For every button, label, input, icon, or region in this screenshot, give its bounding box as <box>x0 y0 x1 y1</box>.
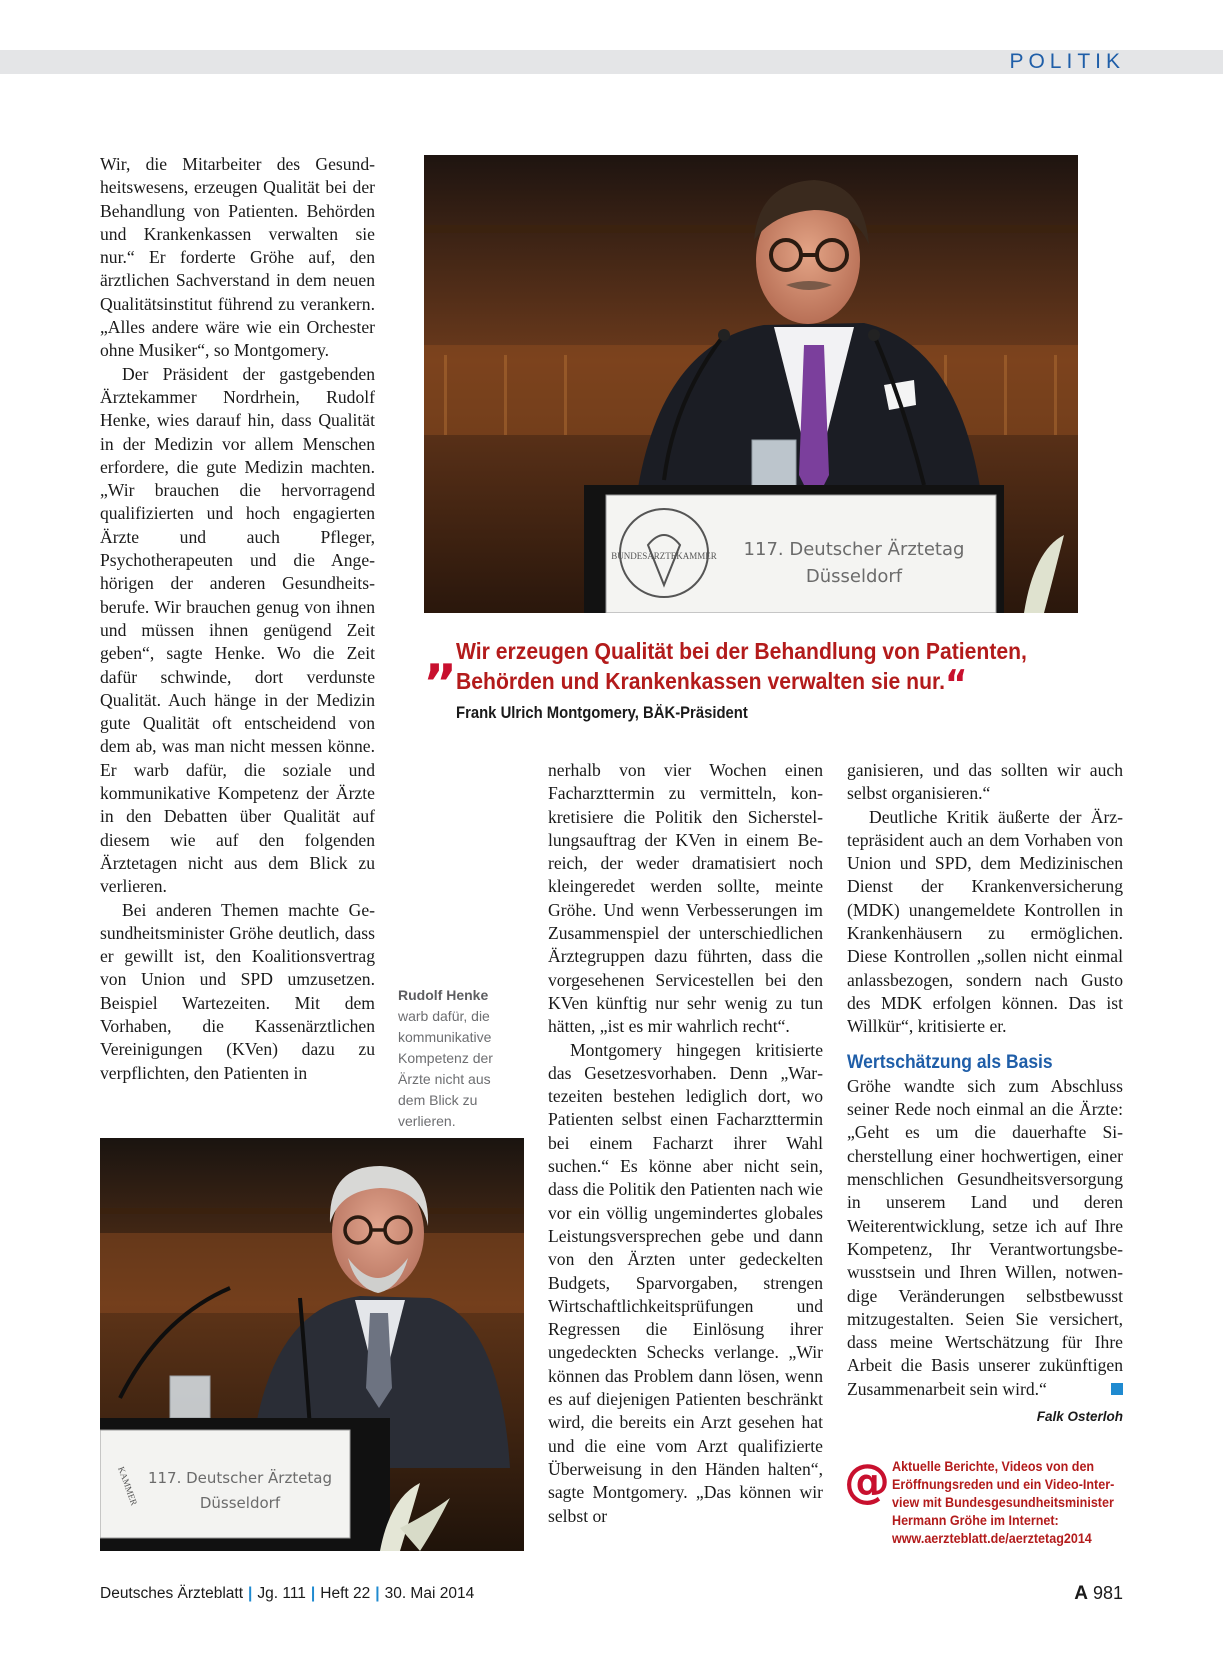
web-info-text: Aktuelle Berichte, Videos von den Eröffnungsreden und ein Video-Interview mit Bundesgesundheitsminister Hermann Gröhe im Internet: www.aerzteblatt.de/aerztetag2014 <box>892 1459 1115 1546</box>
page-prefix: A <box>1074 1583 1088 1604</box>
pull-quote-text <box>456 636 1086 706</box>
lectern-seal-text: KAMMER <box>116 1465 140 1507</box>
lectern-line-2: Düsseldorf <box>199 1494 281 1512</box>
caption-name: Rudolf Henke <box>398 987 489 1003</box>
paragraph <box>847 1075 1123 1401</box>
section-label: POLITIK <box>1009 50 1125 73</box>
pull-quote-author: Frank Ulrich Montgomery, BÄK-Präsident <box>456 704 748 722</box>
paragraph: ganisieren, und das sollten wir auch selbst organisieren.“ <box>847 760 1123 804</box>
journal-issue: Heft 22 <box>320 1585 371 1602</box>
photo-caption <box>398 985 516 1132</box>
at-icon: @ <box>844 1454 890 1508</box>
journal-name: Deutsches Ärzteblatt <box>100 1585 244 1602</box>
caption-text: warb dafür, die kommunikative Kompetenz der Ärzte nicht aus dem Blick zu verlieren. <box>398 1008 493 1129</box>
paragraph: nerhalb von vier Wochen einen Facharzttermin zu vermitteln, konkretisiere die Politik den Sicherstellungsauftrag der KVen in einem Bereich, der weder dramatisiert noch kleingeredet werden sollte, meinte Gröhe. Und wenn Verbesserungen im Zusammenspiel der unterschiedlichen Ärztegruppen dazu führten, dass die vorgesehenen Servicestellen bei den KVen künftig nur sehr wenig zu tun hätten, „ist es mir wahrlich recht“. <box>548 760 823 1037</box>
paragraph: Wir, die Mitarbeiter des Gesundheitswesens, erzeugen Qualität bei der Behandlung von Patienten. Behörden und Krankenkassen verwalten sie nur.“ Er forderte Gröhe auf, den ärztlichen Sachverstand in dem neuen Qualitätsinstitut führend zu verankern. „Alles andere wäre wie ein Orchester ohne Musiker“, so Montgomery. <box>100 154 375 361</box>
text-column-1 <box>100 153 375 1085</box>
lectern-seal-text: BUNDESÄRZTEKAMMER <box>611 551 717 561</box>
lectern-line-1: 117. Deutscher Ärztetag <box>743 539 965 560</box>
paragraph: Deutliche Kritik äußerte der Ärztepräsident auch an dem Vorhaben von Union und SPD, dem Medizinischen Dienst der Krankenversicherung (MDK) unangemeldete Kontrollen in Krankenhäusern zu ermöglichen. Diese Kontrollen „sollen nicht einmal anlassbezogen, sondern nach Gusto des MDK erfolgen können. Das ist Willkür“, kritisierte er. <box>847 806 1123 1037</box>
text-column-3 <box>847 759 1123 1428</box>
paragraph-text: Gröhe wandte sich zum Abschluss seiner Rede noch einmal an die Ärzte: „Geht es um die dauerhafte Sicherstellung einer hochwertigen, einer menschlichen Gesundheitsversorgung in unserem Land und deren Weiterentwicklung, setze ich auf Ihre Kompetenz, Ihr Verantwortungsbewusstsein und Ihren Willen, notwendige Veränderungen selbstbewusst mitzugestalten. Seien Sie versichert, dass meine Wertschätzung für Ihre Arbeit die Basis unserer zukünftigen Zusammenarbeit sein wird.“ <box>847 1075 1123 1399</box>
footer-separator: | <box>248 1585 253 1602</box>
photo-henke <box>100 1138 524 1551</box>
page-number-value: 981 <box>1092 1583 1123 1603</box>
paragraph: Montgomery hingegen kritisierte das Gesetzesvorhaben. Denn „Wartezeiten bestehen lediglich dort, wo Patienten selbst einen Facharzttermin bei einem Facharzt ihrer Wahl suchen.“ Es könne aber nicht sein, dass die Politik den Patienten nach wie vor ein völlig ungemindertes globales Leistungsversprechen gebe und dann von den Ärzten unter gedeckelten Budgets, Sparvorgaben, strengen Wirtschaftlichkeitsprüfungen und Regressen die Einlösung ihrer ungedeckten Schecks verlange. „Wir können das Problem dann lösen, wenn es auf diejenigen Patienten beschränkt wird, die bereits ein Arzt gesehen hat und die eine vom Arzt qualifizierte Überweisung in den Händen halten“, sagte Montgomery. „Das können wir selbst or <box>548 1039 823 1526</box>
lectern-line-1: 117. Deutscher Ärztetag <box>147 1469 333 1487</box>
end-of-article-mark <box>1111 1383 1123 1395</box>
page-number <box>1074 1583 1123 1605</box>
web-info-box <box>844 1454 1124 1548</box>
pull-quote-body: Wir erzeugen Qualität bei der Behandlung von Patienten, Behörden und Krankenkassen verwalten sie nur. <box>456 638 1027 694</box>
quote-open-mark: „ <box>424 626 459 686</box>
journal-volume: Jg. 111 <box>257 1585 306 1602</box>
page-footer <box>100 1585 1123 1603</box>
photo-montgomery <box>424 155 1078 613</box>
pull-quote <box>424 626 1124 723</box>
paragraph: Der Präsident der gastgebenden Ärztekammer Nordrhein, Rudolf Henke, wies darauf hin, dass Qualität in der Medizin vor allem Menschen erfordere, die gute Medizin machten. „Wir brauchen die hervorragend qualifizierten und hoch engagierten Ärzte und auch Pfleger, Psychotherapeuten und die Angehörigen der anderen Gesundheitsberufe. Wir brauchen genug von ihnen und müssen ihnen genügend Zeit geben“, sagte Henke. Wo die Zeit dafür schwinde, dort verdunste Qualität. Auch hänge in der Medizin gute Qualität oft entscheidend von dem ab, was man nicht messen könne. Er warb dafür, die soziale und kommunikative Kompetenz der Ärzte in den Debatten über Qualität auf diesem wie auf den folgenden Ärztetagen nicht aus dem Blick zu verlieren. <box>100 363 375 897</box>
subheading: Wertschätzung als Basis <box>847 1051 1053 1073</box>
quote-close-mark: “ <box>944 662 968 706</box>
paragraph: Bei anderen Themen machte Gesundheitsminister Gröhe deutlich, dass er gewillt ist, den Koalitionsvertrag von Union und SPD umzusetzen. Beispiel Wartezeiten. Mit dem Vorhaben, die Kassenärztlichen Vereinigungen (KVen) dazu zu verpflichten, den Patienten in <box>100 899 375 1083</box>
journal-date: 30. Mai 2014 <box>384 1585 475 1602</box>
footer-separator: | <box>375 1585 380 1602</box>
text-column-2 <box>548 759 823 1528</box>
footer-separator: | <box>310 1585 316 1602</box>
lectern-line-2: Düsseldorf <box>805 566 903 587</box>
article-author: Falk Osterloh <box>1036 1409 1123 1425</box>
